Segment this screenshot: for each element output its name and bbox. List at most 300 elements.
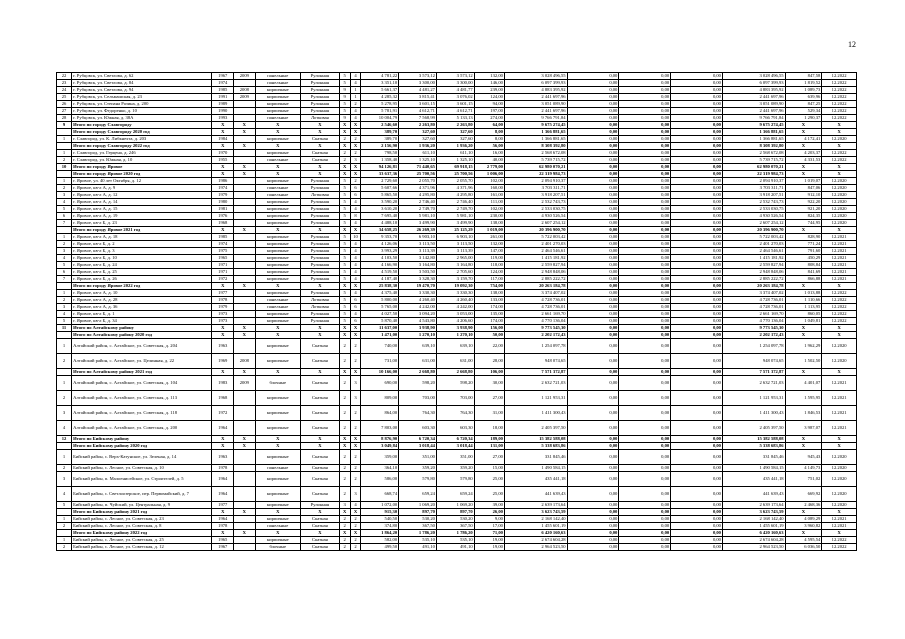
regional-funds-cell: 0,00 xyxy=(619,311,671,318)
wall-material-cell: кирпичные xyxy=(255,150,300,157)
owner-funds-cell: 2 094 910,37 xyxy=(722,178,785,185)
address-cell: Алтайский район, с. Алтайское, ул. Советская, д. 113 xyxy=(72,391,212,406)
floors-cell: 9 xyxy=(339,87,350,94)
table-row xyxy=(57,136,857,143)
table-row xyxy=(57,269,857,276)
row-number-cell xyxy=(57,332,72,339)
deadline-cell: 12.2021 xyxy=(822,248,857,255)
table-row xyxy=(57,391,857,406)
repair-year-cell xyxy=(234,234,256,241)
build-year-cell: 1964 xyxy=(212,516,234,523)
row-number-cell: 24 xyxy=(57,87,72,94)
table-row xyxy=(57,290,857,297)
local-funds-cell: 0,00 xyxy=(671,283,723,290)
floors-cell: 2 xyxy=(339,544,350,551)
entrances-cell: X xyxy=(350,143,361,150)
address-cell: г. Яровое, кв-л А, д. 19 xyxy=(72,213,212,220)
premises-area-cell: 579,80 xyxy=(399,472,437,487)
deadline-cell: 12.2020 xyxy=(822,220,857,227)
deadline-cell: 12.2020 xyxy=(822,192,857,199)
deadline-cell: 12.2022 xyxy=(822,537,857,544)
entrances-cell: 4 xyxy=(350,290,361,297)
floors-cell: X xyxy=(339,332,350,339)
subtotal-row xyxy=(57,171,857,178)
premises-area-cell: 897,70 xyxy=(399,509,437,516)
address-cell: г. Яровое, кв-л Б, д. 25 xyxy=(72,269,212,276)
federal-funds-cell: 0,00 xyxy=(567,530,619,537)
total-area-cell: 5 607,66 xyxy=(361,185,399,192)
wall-material-cell: X xyxy=(255,143,300,150)
premises-area-cell: 3 094,20 xyxy=(399,311,437,318)
roof-type-cell: Рулонная xyxy=(300,502,339,509)
deadline-cell: 12.2022 xyxy=(822,290,857,297)
local-funds-cell: 0,00 xyxy=(671,544,723,551)
owner-funds-cell: 2 559 827,94 xyxy=(722,262,785,269)
floors-cell: 2 xyxy=(339,465,350,472)
repair-year-cell: 2008 xyxy=(234,87,256,94)
unit-cost-cell: 828,90 xyxy=(785,234,822,241)
federal-funds-cell: 0,00 xyxy=(567,269,619,276)
unit-cost-cell: 771,24 xyxy=(785,241,822,248)
total-area-cell: 5 781,91 xyxy=(361,108,399,115)
total-cost-cell: 2 533 030,75 xyxy=(504,206,567,213)
total-area-cell: 94 126,81 xyxy=(361,164,399,171)
unit-cost-cell: 6 036,50 xyxy=(785,544,822,551)
address-cell: г. Яровое, кв-л А, д. 15 xyxy=(72,206,212,213)
owner-funds-cell: 2 441 697,96 xyxy=(722,108,785,115)
local-funds-cell: 0,00 xyxy=(671,354,723,369)
local-funds-cell: 0,00 xyxy=(671,73,723,80)
table-row xyxy=(57,339,857,354)
deadline-cell: X xyxy=(822,530,857,537)
row-number-cell: 5 xyxy=(57,206,72,213)
row-number-cell: 1 xyxy=(57,136,72,143)
total-area-cell: 33 637,36 xyxy=(361,171,399,178)
build-year-cell: 1964 xyxy=(212,472,234,487)
regional-funds-cell: 0,00 xyxy=(619,143,671,150)
owner-funds-cell: 2 948 848,06 xyxy=(722,269,785,276)
row-number-cell: 4 xyxy=(57,255,72,262)
federal-funds-cell: 0,00 xyxy=(567,516,619,523)
owner-funds-cell: 2 639 173,64 xyxy=(722,502,785,509)
row-number-cell: 2 xyxy=(57,465,72,472)
row-number-cell: 12 xyxy=(57,436,72,443)
build-year-cell: X xyxy=(212,325,234,332)
owner-funds-cell: 3 374 407,02 xyxy=(722,290,785,297)
residents-cell: 132,00 xyxy=(474,241,504,248)
wall-material-cell: кирпичные xyxy=(255,101,300,108)
owner-funds-cell: 2 674 604,28 xyxy=(722,537,785,544)
residential-area-cell: 2 965,00 xyxy=(436,255,474,262)
table-row xyxy=(57,157,857,164)
premises-area-cell: 4 242,00 xyxy=(399,304,437,311)
total-area-cell: 582,00 xyxy=(361,537,399,544)
floors-cell: X xyxy=(339,325,350,332)
build-year-cell: 1977 xyxy=(212,290,234,297)
federal-funds-cell: 0,00 xyxy=(567,276,619,283)
owner-funds-cell: 435 441,18 xyxy=(722,472,785,487)
residential-area-cell: 327,60 xyxy=(436,129,474,136)
owner-funds-cell: 2 168 142,40 xyxy=(722,516,785,523)
floors-cell: 2 xyxy=(339,523,350,530)
floors-cell: X xyxy=(339,164,350,171)
premises-area-cell: 71 440,65 xyxy=(399,164,437,171)
roof-type-cell: Лотковая xyxy=(300,192,339,199)
wall-material-cell: кирпичные xyxy=(255,94,300,101)
total-cost-cell: 4 728 736,01 xyxy=(504,304,567,311)
premises-area-cell: 659,24 xyxy=(399,487,437,502)
row-number-cell xyxy=(57,227,72,234)
deadline-cell: 12.2020 xyxy=(822,472,857,487)
floors-cell: X xyxy=(339,171,350,178)
federal-funds-cell: 0,00 xyxy=(567,94,619,101)
entrances-cell: 1 xyxy=(350,94,361,101)
residential-area-cell: 611,10 xyxy=(436,150,474,157)
total-cost-cell: 2 405 397,50 xyxy=(504,421,567,436)
residential-area-cell: 359,20 xyxy=(436,465,474,472)
row-number-cell: 5 xyxy=(57,502,72,509)
total-area-cell: 4 781,22 xyxy=(361,73,399,80)
repair-year-cell xyxy=(234,276,256,283)
repair-year-cell xyxy=(234,185,256,192)
entrances-cell: X xyxy=(350,129,361,136)
address-cell: Итого по Бийскому району 2020 год xyxy=(72,443,212,450)
build-year-cell: 1986 xyxy=(212,178,234,185)
address-cell: Итого по Бийскому району 2022 год xyxy=(72,530,212,537)
regional-funds-cell: 0,00 xyxy=(619,325,671,332)
roof-type-cell: Скатная xyxy=(300,421,339,436)
premises-area-cell: 3 815,41 xyxy=(399,94,437,101)
unit-cost-cell: X xyxy=(785,227,822,234)
residential-area-cell: 3 076,02 xyxy=(436,94,474,101)
residential-area-cell: 6 720,34 xyxy=(436,436,474,443)
row-number-cell xyxy=(57,171,72,178)
regional-funds-cell: 0,00 xyxy=(619,122,671,129)
entrances-cell: 4 xyxy=(350,220,361,227)
roof-type-cell: Рулонная xyxy=(300,255,339,262)
total-cost-cell: 2 202 172,43 xyxy=(504,332,567,339)
floors-cell: 2 xyxy=(339,376,350,391)
residential-area-cell: 1 786,20 xyxy=(436,530,474,537)
row-number-cell: 7 xyxy=(57,276,72,283)
row-number-cell: 6 xyxy=(57,213,72,220)
residents-cell: 39,00 xyxy=(474,502,504,509)
local-funds-cell: 0,00 xyxy=(671,318,723,325)
entrances-cell: 4 xyxy=(350,255,361,262)
roof-type-cell: X xyxy=(300,325,339,332)
unit-cost-cell: 866,88 xyxy=(785,276,822,283)
local-funds-cell: 0,00 xyxy=(671,164,723,171)
residents-cell: 174,00 xyxy=(474,318,504,325)
roof-type-cell: Рулонная xyxy=(300,87,339,94)
repair-year-cell xyxy=(234,544,256,551)
local-funds-cell: 0,00 xyxy=(671,311,723,318)
regional-funds-cell: 0,00 xyxy=(619,199,671,206)
premises-area-cell: 4 295,80 xyxy=(399,192,437,199)
deadline-cell: 12.2020 xyxy=(822,199,857,206)
deadline-cell: X xyxy=(822,227,857,234)
total-area-cell: 5 661,37 xyxy=(361,87,399,94)
owner-funds-cell: 5 722 003,42 xyxy=(722,234,785,241)
roof-type-cell: X xyxy=(300,509,339,516)
floors-cell: 5 xyxy=(339,241,350,248)
subtotal-row xyxy=(57,443,857,450)
total-cost-cell: 2 964 523,50 xyxy=(504,544,567,551)
unit-cost-cell: 847,06 xyxy=(785,185,822,192)
total-area-cell: 668,74 xyxy=(361,487,399,502)
premises-area-cell: 1 936,20 xyxy=(399,143,437,150)
federal-funds-cell: 0,00 xyxy=(567,339,619,354)
total-area-cell: 731,00 xyxy=(361,354,399,369)
owner-funds-cell: 2 632 721,03 xyxy=(722,376,785,391)
residential-area-cell: 2 668,80 xyxy=(436,369,474,376)
total-cost-cell: 1 254 097,78 xyxy=(504,339,567,354)
table-row xyxy=(57,150,857,157)
regional-funds-cell: 0,00 xyxy=(619,544,671,551)
address-cell: г. Яровое, кв-л А, д. 36 xyxy=(72,304,212,311)
floors-cell: 5 xyxy=(339,206,350,213)
premises-area-cell: 327,60 xyxy=(399,129,437,136)
local-funds-cell: 0,00 xyxy=(671,94,723,101)
total-cost-cell: 4 770 136,04 xyxy=(504,318,567,325)
local-funds-cell: 0,00 xyxy=(671,101,723,108)
federal-funds-cell: 0,00 xyxy=(567,406,619,421)
table-row xyxy=(57,502,857,509)
premises-area-cell: 530,20 xyxy=(399,516,437,523)
regional-funds-cell: 0,00 xyxy=(619,339,671,354)
unit-cost-cell: X xyxy=(785,443,822,450)
table-row xyxy=(57,94,857,101)
owner-funds-cell: 1 490 584,15 xyxy=(722,465,785,472)
entrances-cell: 4 xyxy=(350,241,361,248)
total-area-cell: 389,70 xyxy=(361,129,399,136)
regional-funds-cell: 0,00 xyxy=(619,472,671,487)
repair-year-cell xyxy=(234,297,256,304)
total-area-cell: 5 800,00 xyxy=(361,297,399,304)
total-cost-cell: 3 374 407,02 xyxy=(504,290,567,297)
local-funds-cell: 0,00 xyxy=(671,115,723,122)
residents-cell: 2 779,00 xyxy=(474,164,504,171)
address-cell: Алтайский район, с. Алтайское, ул. Целинная, д. 22 xyxy=(72,354,212,369)
deadline-cell: 12.2022 xyxy=(822,157,857,164)
entrances-cell: 4 xyxy=(350,262,361,269)
federal-funds-cell: 0,00 xyxy=(567,101,619,108)
row-number-cell: 3 xyxy=(57,248,72,255)
deadline-cell: X xyxy=(822,171,857,178)
local-funds-cell: 0,00 xyxy=(671,391,723,406)
total-area-cell: 11 637,00 xyxy=(361,325,399,332)
total-cost-cell: 948 074,65 xyxy=(504,354,567,369)
row-number-cell: 2 xyxy=(57,297,72,304)
roof-type-cell: X xyxy=(300,164,339,171)
local-funds-cell: 0,00 xyxy=(671,502,723,509)
premises-area-cell: 7 568,99 xyxy=(399,115,437,122)
owner-funds-cell: 4 883 395,92 xyxy=(722,87,785,94)
residents-cell: 133,00 xyxy=(474,297,504,304)
residential-area-cell: 579,80 xyxy=(436,472,474,487)
floors-cell: 2 xyxy=(339,391,350,406)
residential-area-cell: 3 053,00 xyxy=(436,311,474,318)
local-funds-cell: 0,00 xyxy=(671,516,723,523)
entrances-cell: X xyxy=(350,122,361,129)
regional-funds-cell: 0,00 xyxy=(619,369,671,376)
deadline-cell: X xyxy=(822,122,857,129)
build-year-cell: 1979 xyxy=(212,304,234,311)
total-area-cell: 915,30 xyxy=(361,509,399,516)
total-cost-cell: 2 632 721,03 xyxy=(504,376,567,391)
wall-material-cell: панельные xyxy=(255,523,300,530)
local-funds-cell: 0,00 xyxy=(671,157,723,164)
row-number-cell xyxy=(57,283,72,290)
total-cost-cell: 3 623 743,59 xyxy=(504,509,567,516)
total-area-cell: 5 870,40 xyxy=(361,318,399,325)
deadline-cell: 12.2022 xyxy=(822,297,857,304)
row-number-cell: 26 xyxy=(57,101,72,108)
residential-area-cell: 530,20 xyxy=(436,516,474,523)
local-funds-cell: 0,00 xyxy=(671,339,723,354)
residents-cell: 8,00 xyxy=(474,136,504,143)
entrances-cell: 4 xyxy=(350,502,361,509)
total-cost-cell: 6 097 399,93 xyxy=(504,80,567,87)
federal-funds-cell: 0,00 xyxy=(567,523,619,530)
total-cost-cell: 2 532 743,73 xyxy=(504,199,567,206)
total-area-cell: 1 864,20 xyxy=(361,530,399,537)
local-funds-cell: 0,00 xyxy=(671,376,723,391)
entrances-cell: 4 xyxy=(350,108,361,115)
regional-funds-cell: 0,00 xyxy=(619,487,671,502)
local-funds-cell: 0,00 xyxy=(671,465,723,472)
wall-material-cell: кирпичные xyxy=(255,220,300,227)
unit-cost-cell: 4 172,41 xyxy=(785,136,822,143)
unit-cost-cell: 751,02 xyxy=(785,472,822,487)
total-area-cell: 690,00 xyxy=(361,376,399,391)
owner-funds-cell: 5 338 683,86 xyxy=(722,443,785,450)
regional-funds-cell: 0,00 xyxy=(619,101,671,108)
total-cost-cell: 6 420 160,63 xyxy=(504,530,567,537)
local-funds-cell: 0,00 xyxy=(671,530,723,537)
residents-cell: 118,00 xyxy=(474,262,504,269)
owner-funds-cell: 1 411 300,43 xyxy=(722,406,785,421)
row-number-cell: 2 xyxy=(57,391,72,406)
roof-type-cell: Рулонная xyxy=(300,73,339,80)
owner-funds-cell: 4 728 736,01 xyxy=(722,297,785,304)
federal-funds-cell: 0,00 xyxy=(567,143,619,150)
floors-cell: 2 xyxy=(339,157,350,164)
owner-funds-cell: 62 980 070,21 xyxy=(722,164,785,171)
deadline-cell: 12.2020 xyxy=(822,136,857,143)
entrances-cell: 2 xyxy=(350,523,361,530)
local-funds-cell: 0,00 xyxy=(671,332,723,339)
table-row xyxy=(57,472,857,487)
wall-material-cell: кирпичные xyxy=(255,421,300,436)
regional-funds-cell: 0,00 xyxy=(619,523,671,530)
table-row xyxy=(57,318,857,325)
entrances-cell: 4 xyxy=(350,73,361,80)
build-year-cell: 1983 xyxy=(212,376,234,391)
regional-funds-cell: 0,00 xyxy=(619,304,671,311)
federal-funds-cell: 0,00 xyxy=(567,472,619,487)
deadline-cell: X xyxy=(822,332,857,339)
floors-cell: X xyxy=(339,369,350,376)
regional-funds-cell: 0,00 xyxy=(619,421,671,436)
entrances-cell: X xyxy=(350,325,361,332)
roof-type-cell: Рулонная xyxy=(300,318,339,325)
subtotal-row xyxy=(57,436,857,443)
unit-cost-cell: 3 960,82 xyxy=(785,523,822,530)
entrances-cell: X xyxy=(350,332,361,339)
regional-funds-cell: 0,00 xyxy=(619,290,671,297)
regional-funds-cell: 0,00 xyxy=(619,516,671,523)
deadline-cell: 12.2021 xyxy=(822,523,857,530)
residents-cell: 56,00 xyxy=(474,143,504,150)
entrances-cell: 6 xyxy=(350,318,361,325)
roof-type-cell: Рулонная xyxy=(300,269,339,276)
unit-cost-cell: 860,05 xyxy=(785,311,822,318)
wall-material-cell: X xyxy=(255,530,300,537)
build-year-cell: 1985 xyxy=(212,87,234,94)
residential-area-cell: 535,10 xyxy=(436,537,474,544)
regional-funds-cell: 0,00 xyxy=(619,332,671,339)
roof-type-cell: Рулонная xyxy=(300,94,339,101)
total-cost-cell: 9 773 545,30 xyxy=(504,325,567,332)
build-year-cell: 1977 xyxy=(212,502,234,509)
repair-year-cell xyxy=(234,391,256,406)
unit-cost-cell: 1 819,52 xyxy=(785,80,822,87)
residents-cell: 50,00 xyxy=(474,332,504,339)
total-area-cell: 4 519,50 xyxy=(361,269,399,276)
deadline-cell: 12.2022 xyxy=(822,80,857,87)
total-area-cell: 864,00 xyxy=(361,406,399,421)
premises-area-cell: 6 720,34 xyxy=(399,436,437,443)
roof-type-cell: X xyxy=(300,171,339,178)
deadline-cell: 12.2022 xyxy=(822,73,857,80)
owner-funds-cell: 2 885 222,72 xyxy=(722,276,785,283)
local-funds-cell: 0,00 xyxy=(671,213,723,220)
table-row xyxy=(57,276,857,283)
table-row xyxy=(57,516,857,523)
residents-cell: 132,00 xyxy=(474,73,504,80)
owner-funds-cell: 5 739 715,72 xyxy=(722,157,785,164)
total-area-cell: 4 375,40 xyxy=(361,290,399,297)
wall-material-cell: панельные xyxy=(255,80,300,87)
local-funds-cell: 0,00 xyxy=(671,269,723,276)
premises-area-cell: 3 113,50 xyxy=(399,241,437,248)
repair-year-cell xyxy=(234,248,256,255)
residents-cell: 131,00 xyxy=(474,443,504,450)
local-funds-cell: 0,00 xyxy=(671,436,723,443)
total-cost-cell: 22 319 984,73 xyxy=(504,171,567,178)
table-row xyxy=(57,248,857,255)
federal-funds-cell: 0,00 xyxy=(567,509,619,516)
residential-area-cell: 3 300,00 xyxy=(436,80,474,87)
entrances-cell: 4 xyxy=(350,80,361,87)
unit-cost-cell: 945,43 xyxy=(785,450,822,465)
build-year-cell: 1974 xyxy=(212,241,234,248)
repair-year-cell xyxy=(234,178,256,185)
premises-area-cell: 611,10 xyxy=(399,150,437,157)
unit-cost-cell: 4 401,07 xyxy=(785,376,822,391)
row-number-cell: 5 xyxy=(57,262,72,269)
floors-cell: 9 xyxy=(339,94,350,101)
build-year-cell: 1964 xyxy=(212,421,234,436)
address-cell: г. Рубцовск, ул. Светлова, д. 84 xyxy=(72,80,212,87)
local-funds-cell: 0,00 xyxy=(671,185,723,192)
row-number-cell xyxy=(57,443,72,450)
residents-cell: 274,00 xyxy=(474,115,504,122)
local-funds-cell: 0,00 xyxy=(671,443,723,450)
table-row xyxy=(57,487,857,502)
wall-material-cell: кирпичные xyxy=(255,516,300,523)
